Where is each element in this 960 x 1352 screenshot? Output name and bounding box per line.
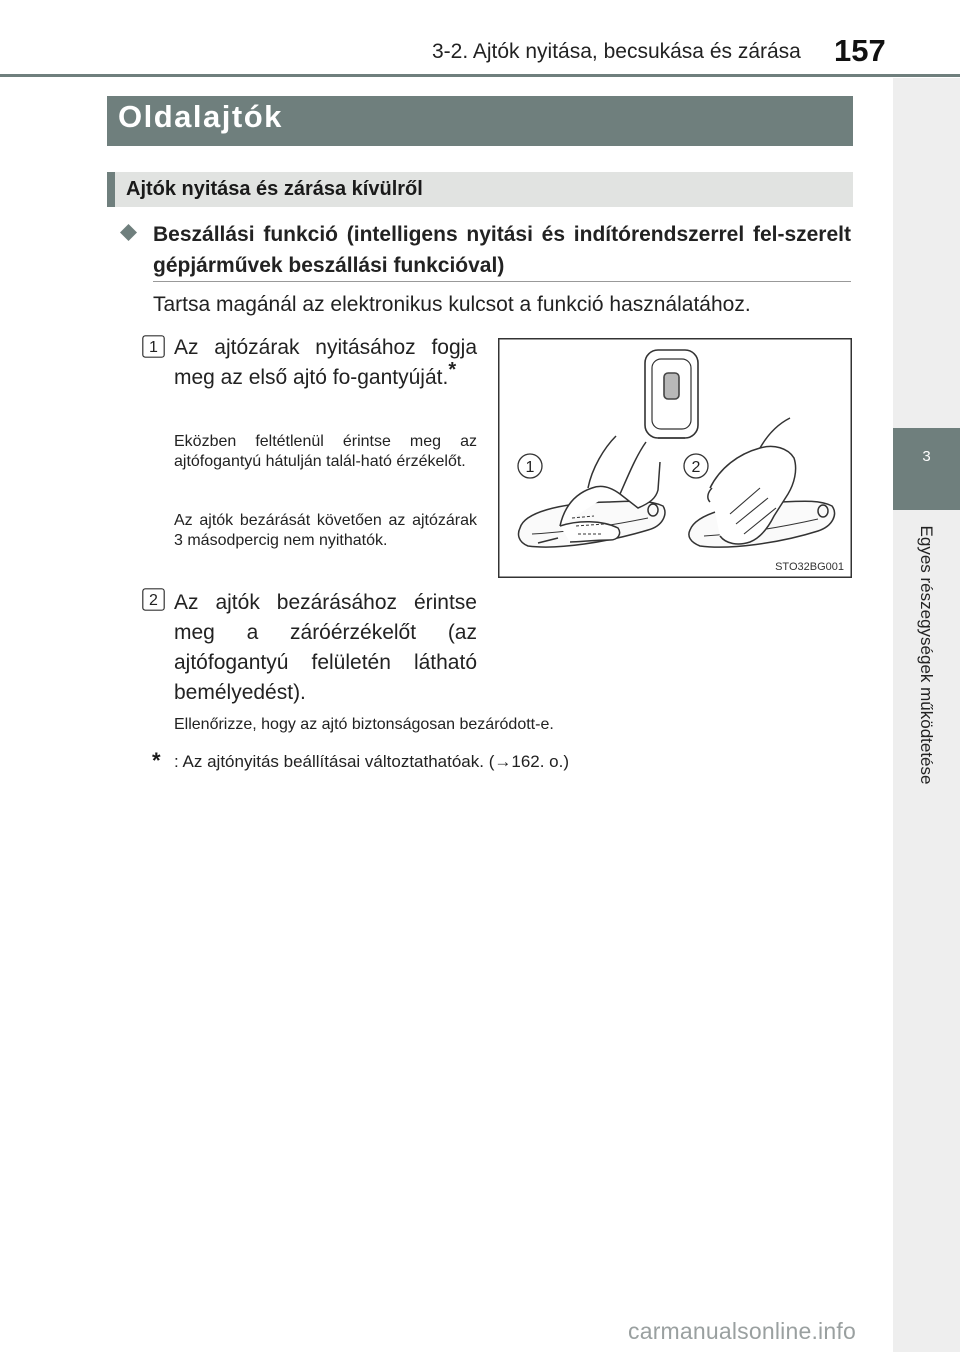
footnote-text [174,752,569,772]
diamond-bullet-icon [120,224,137,241]
step-2-text: Az ajtók bezárásához érintse meg a záróérzékelőt (az ajtófogantyú felületén látható bemélyedést). [174,591,477,704]
subsection-title: Ajtók nyitása és zárása kívülről [126,178,423,200]
header-rule [0,74,960,77]
page-number: 157 [834,33,886,68]
intro-text: Tartsa magánál az elektronikus kulcsot a funkció használatához. [153,293,751,316]
figure-code: STO32BG001 [775,561,844,573]
chapter-title-text: Egyes részegységek működtetése [917,525,936,785]
subsection-accent-bar [107,172,115,207]
step-2-note: Ellenőrizze, hogy az ajtó biztonságosan bezáródott-e. [174,716,554,733]
step-2-number: 2 [149,592,158,609]
step-1-text-body: Az ajtózárak nyitásához fogja meg az első ajtó fo-gantyúját. [174,336,477,389]
step-1-text [174,333,477,393]
feature-heading-rule [153,281,851,282]
step-1-note: Az ajtók bezárását követően az ajtózárak 3 másodpercig nem nyithatók. [174,512,477,549]
page-title: Oldalajtók [118,99,283,134]
running-header-section: 3-2. Ajtók nyitása, becsukása és zárása [432,40,801,63]
footnote-page-ref[interactable]: 162. o.) [511,752,570,771]
chapter-number: 3 [922,448,931,465]
footnote-marker: * [152,748,161,773]
step-2-badge [142,588,165,611]
footnote-text-before: Az ajtónyitás beállításai változtathatóak. ( [182,752,495,771]
callout-2 [684,454,708,478]
callout-1 [518,454,542,478]
step-1-number: 1 [149,339,158,356]
step-1-badge [142,335,165,358]
callout-2-label: 2 [691,459,701,476]
footnote-separator: : [174,752,179,771]
chapter-tab [893,428,960,510]
callout-1-label: 1 [525,459,535,476]
step-1-footnote-marker: * [448,359,457,381]
watermark: carmanualsonline.info [628,1318,856,1344]
door-handle-illustration [498,338,852,578]
step-1-note: Eközben feltétlenül érintse meg az ajtófogantyú hátulján talál-ható érzékelőt. [174,433,477,470]
arrow-right-icon: → [494,752,512,771]
feature-heading: Beszállási funkció (intelligens nyitási és indítórendszerrel fel-szerelt gépjárművek beszállási funkcióval) [153,223,851,277]
